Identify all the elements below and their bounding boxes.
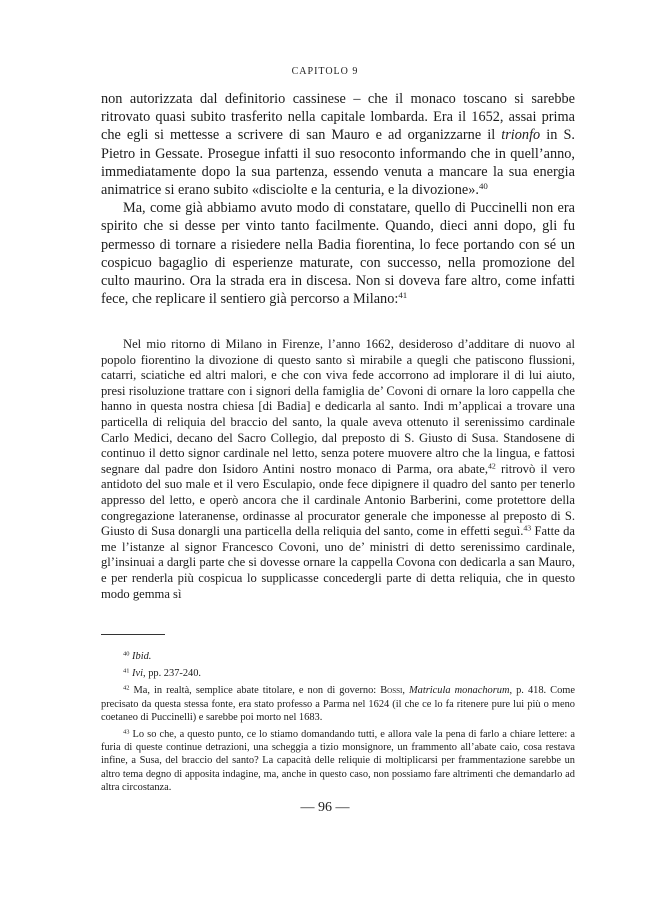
footnotes — [101, 650, 575, 798]
footnote-separator — [101, 634, 165, 635]
paragraph-1 — [101, 90, 575, 199]
note-ref-41: 41 — [398, 290, 408, 301]
footnote-43 — [101, 728, 575, 794]
main-text — [101, 90, 575, 308]
quote-text-b: ritrovò il vero antidoto del suo male et il vero Esculapio, onde fece dipignere il quadro del santo per tenerlo appresso del letto, e operò ancora che il cardinale Antonio Barberini, come protettore della congregazione lateranense, ordinasse al procurator generale che imponesse al preposto di S. Giusto di Susa donargli una particella della reliquia del santo, come in effetti seguì. — [101, 461, 575, 539]
paragraph-1-text-b: in S. Pietro in Gessate. Prosegue infatti il suo resoconto informando che in quell’anno, immediatamente dopo la sua partenza, essendo venuta a mancare la sua energia animatrice si erano subito «disciolte e la centuria, e la divozione». — [101, 127, 576, 199]
paragraph-1-italic: trionfo — [501, 127, 541, 144]
footnote-42-title: Matricula monachorum — [409, 685, 510, 697]
footnote-42-author: Bossi — [380, 685, 403, 697]
quote-text-c: Fatte da me l’istanze al signor Francesco Covoni, uno de’ ministri di detto serenissimo cardinale, gl’insinuai a dargli parte che si dovesse ornare la cappella Covona con dedicarla a san Mauro, e per renderla più cospicua lo supplicasse concedergli parte di detta reliquia, che in questo modo gemma sì — [101, 524, 575, 601]
footnote-41-italic: Ivi — [132, 668, 144, 680]
footnote-42-text-b: , p. 418. Come precisato da questa stessa fonte, era stato professo a Parma nel 1624 (il che ce lo fa ritenere pure lui più o meno coetaneo di Puccinelli) e sarebbe poi morto nel 1683. — [101, 685, 576, 723]
footnote-42-separator: , — [402, 685, 410, 697]
footnote-40-number: 40 — [123, 650, 130, 658]
footnote-42-text-a: Ma, in realtà, semplice abate titolare, e non di governo: — [133, 685, 381, 697]
page-number: — 96 — — [300, 800, 350, 815]
footnote-40-text: Ibid. — [132, 651, 152, 662]
running-head: CAPITOLO 9 — [291, 66, 359, 77]
quote-text-a: Nel mio ritorno di Milano in Firenze, l’anno 1662, desideroso d’additare di nuovo al popolo fiorentino la divozione di questo santo sì mirabile a quegli che patiscono flussioni, catarri, sciatiche ed altri malori, e che con viva fede accorrono ad implorare il di lui aiuto, presi risoluzione trattare con i signori della famiglia de’ Covoni di ornare la loro cappella che hanno in questa nostra chiesa [di Badia] e dedicarla al santo. Indi m’applicai a trovare una particella di reliquia del braccio del santo, la quale aveva ottenuto il serenissimo cardinale Carlo Medici, decano del Sacro Collegio, dal preposto di S. Giusto di Susa. Standosene di continuo il detto signor cardinale nel letto, senza potere muovere altro che la lingua, e fattosi segnare dal padre don Isidoro Antini nostro monaco di Parma, ora abate, — [101, 337, 575, 476]
block-quote — [101, 337, 575, 602]
note-ref-42: 42 — [488, 461, 496, 471]
note-ref-43: 43 — [523, 523, 532, 533]
note-ref-40: 40 — [478, 181, 488, 192]
footnote-41-text: , pp. 237-240. — [143, 668, 202, 680]
footnote-43-text: Lo so che, a questo punto, ce lo stiamo domandando tutti, e allora vale la pena di farlo a chiare lettere: a furia di queste continue detrazioni, una scheggia a tizio monsignore, un frammento all’abate caio, cosa restava infine, a Susa, del braccio del santo? La capacità delle reliquie di moltiplicarsi per frammentazione sarebbe un altro tema degno di apposita indagine, ma, anche in questo caso, non possiamo fare altrimenti che demandarlo ad altra circostanza. — [101, 729, 575, 793]
footnote-42-number: 42 — [123, 684, 130, 692]
paragraph-2-text: Ma, come già abbiamo avuto modo di constatare, quello di Puccinelli non era spirito che si desse per vinto tanto facilmente. Quando, dieci anni dopo, gli fu permesso di tornare a risiedere nella Badia fiorentina, lo fece portando con sé un cospicuo bagaglio di esperienze maturate, con successo, nella promozione del culto maurino. Ora la strada era in discesa. Non si doveva fare altro, come infatti fece, che replicare il sentiero già percorso a Milano: — [101, 200, 575, 308]
paragraph-2 — [101, 199, 575, 308]
footnote-40 — [101, 650, 575, 663]
quote-paragraph — [101, 337, 575, 602]
paragraph-1-text-a: non autorizzata dal definitorio cassinese – che il monaco toscano si sarebbe ritrovato quasi subito trasferito nella capitale lombarda. Era il 1652, assai prima che egli si mettesse a scrivere di san Mauro e ad organizzarne il — [101, 91, 575, 144]
footnote-41-number: 41 — [123, 667, 130, 675]
footnote-42 — [101, 684, 575, 724]
footnote-41 — [101, 667, 575, 680]
footnote-43-number: 43 — [123, 728, 130, 736]
